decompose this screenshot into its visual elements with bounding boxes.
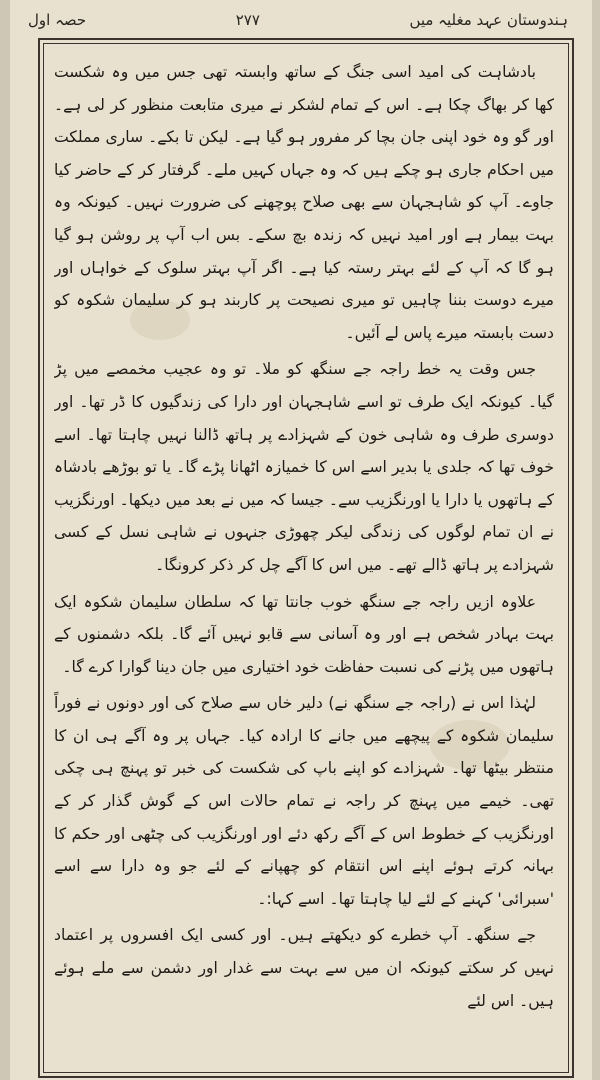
running-header (28, 6, 568, 34)
volume-label: حصہ اول (28, 11, 87, 29)
paragraph: علاوہ ازیں راجہ جے سنگھ خوب جانتا تھا کہ سلطان سلیمان شکوہ ایک بہت بہادر شخص ہے اور وہ آسانی سے قابو نہیں آئے گا۔ بلکہ دشمنوں کے ہاتھوں میں پڑنے کی نسبت حفاظت خود اختیاری میں جان دینا گوارا کرے گا۔ (54, 592, 554, 676)
paragraph: بادشاہت کی امید اسی جنگ کے ساتھ وابستہ تھی جس میں وہ شکست کھا کر بھاگ چکا ہے۔ اس کے تمام لشکر نے میری متابعت منظور کر لی ہے۔ اور گو وہ خود اپنی جان بچا کر مفرور ہو گیا ہے۔ لیکن تا بکے۔ ساری مملکت میں احکام جاری ہو چکے ہیں کہ وہ جہاں کہیں ملے۔ گرفتار کر کے حاضر کیا جاوے۔ آپ کو شاہجہان سے بھی صلاح پوچھنے کی ضرورت نہیں۔ کیونکہ وہ بہت بیمار ہے اور امید نہیں کہ زندہ بچ سکے۔ بس اب آپ پر روشن ہو گیا ہو گا کہ آپ کے لئے بہتر رستہ کیا ہے۔ اگر آپ بہتر سلوک کے خواہاں اور میرے دوست بننا چاہیں تو میری نصیحت پر کاربند ہو کر سلیمان شکوہ کو دست بابستہ میرے پاس لے آئیں۔ (54, 63, 554, 342)
page-number: ۲۷۷ (235, 11, 260, 29)
paragraph: جس وقت یہ خط راجہ جے سنگھ کو ملا۔ تو وہ عجیب مخمصے میں پڑ گیا۔ کیونکہ ایک طرف تو اسے شاہجہان اور دارا کی زندگیوں کا ڈر تھا۔ اور دوسری طرف وہ شاہی خون کے شہزادے پر ہاتھ ڈالنا نہیں چاہتا تھا۔ اسے خوف تھا کہ جلدی یا بدیر اسے اس کا خمیازہ اٹھانا پڑے گا۔ یا تو بوڑھے بادشاہ کے ہاتھوں یا دارا یا اورنگزیب سے۔ جیسا کہ میں نے بعد میں دیکھا۔ اورنگزیب نے ان تمام لوگوں کی زندگی لیکر چھوڑی جنہوں نے شاہی نسل کے کسی شہزادے پر ہاتھ ڈالے تھے۔ میں اس کا آگے چل کر ذکر کرونگا۔ (54, 360, 554, 574)
paragraph: لہٰذا اس نے (راجہ جے سنگھ نے) دلیر خاں سے صلاح کی اور دونوں نے فوراً سلیمان شکوہ کے پیچھے میں جانے کا ارادہ کیا۔ جہاں پر وہ آگے ہی ان کا منتظر بیٹھا تھا۔ شہزادے کو اپنے باپ کی شکست کی خبر تو پہنچ ہی چکی تھی۔ خیمے میں پہنچ کر راجہ نے تمام حالات اس کے گوش گذار کر کے اورنگزیب کے خطوط اس کے آگے رکھ دئے اور اورنگزیب کی چٹھی اور حکم کا بہانہ کرتے ہوئے اپنے اس انتقام کو چھپانے کے لئے جو وہ دارا سے اسے 'سبرائی' کہنے کے لئے لیا چاہتا تھا۔ اسے کہا:۔ (54, 694, 554, 908)
paragraph: جے سنگھ۔ آپ خطرے کو دیکھتے ہیں۔ اور کسی ایک افسروں پر اعتماد نہیں کر سکتے کیونکہ ان میں سے بہت سے غدار اور دشمن سے ملے ہوئے ہیں۔ اس لئے (54, 926, 554, 1010)
book-title: ہندوستان عہد مغلیہ میں (409, 11, 568, 29)
body-text (54, 56, 554, 1066)
